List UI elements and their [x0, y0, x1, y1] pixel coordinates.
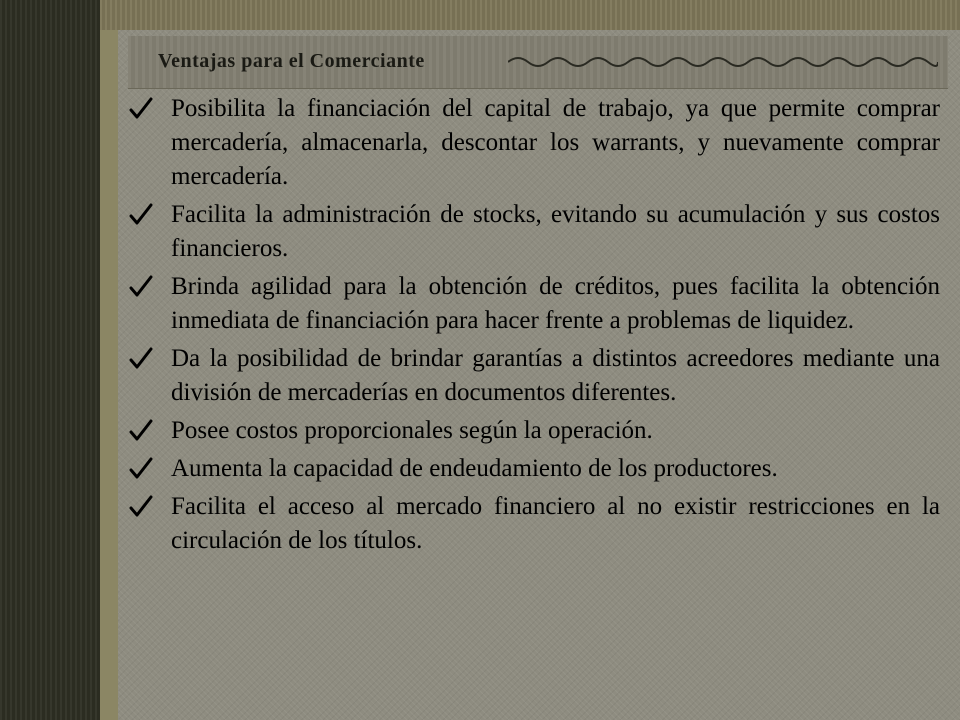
list-item-text: Facilita la administración de stocks, evitando su acumulación y sus costos financieros.: [171, 201, 940, 262]
list-item: [118, 270, 960, 338]
left-decorative-band: [0, 0, 100, 720]
list-item-text: Da la posibilidad de brindar garantías a distintos acreedores mediante una división de mercaderías en documentos diferentes.: [171, 345, 940, 406]
list-item: [118, 92, 960, 194]
list-item: [118, 490, 960, 558]
list-item: [118, 198, 960, 266]
title-bar: [128, 36, 948, 89]
list-item: [118, 414, 960, 448]
check-icon: [128, 494, 154, 520]
list-item-text: Brinda agilidad para la obtención de créditos, pues facilita la obtención inmediata de financiación para hacer frente a problemas de liquidez.: [171, 273, 940, 334]
check-icon: [128, 274, 154, 300]
check-icon: [128, 456, 154, 482]
check-icon: [128, 96, 154, 122]
slide-content: [118, 30, 960, 720]
top-decorative-band: [0, 0, 960, 30]
list-item-text: Facilita el acceso al mercado financiero al no existir restricciones en la circulación de los títulos.: [171, 493, 940, 554]
bullet-list: [118, 92, 960, 562]
accent-stripe: [100, 30, 118, 720]
list-item-text: Posibilita la financiación del capital de trabajo, ya que permite comprar mercadería, almacenarla, descontar los warrants, y nuevamente comprar mercadería.: [171, 95, 940, 190]
list-item: [118, 452, 960, 486]
list-item: [118, 342, 960, 410]
slide-title: Ventajas para el Comerciante: [158, 50, 425, 72]
title-decoration: [508, 52, 938, 72]
check-icon: [128, 418, 154, 444]
list-item-text: Aumenta la capacidad de endeudamiento de los productores.: [171, 455, 778, 482]
check-icon: [128, 202, 154, 228]
list-item-text: Posee costos proporcionales según la operación.: [171, 417, 653, 444]
check-icon: [128, 346, 154, 372]
